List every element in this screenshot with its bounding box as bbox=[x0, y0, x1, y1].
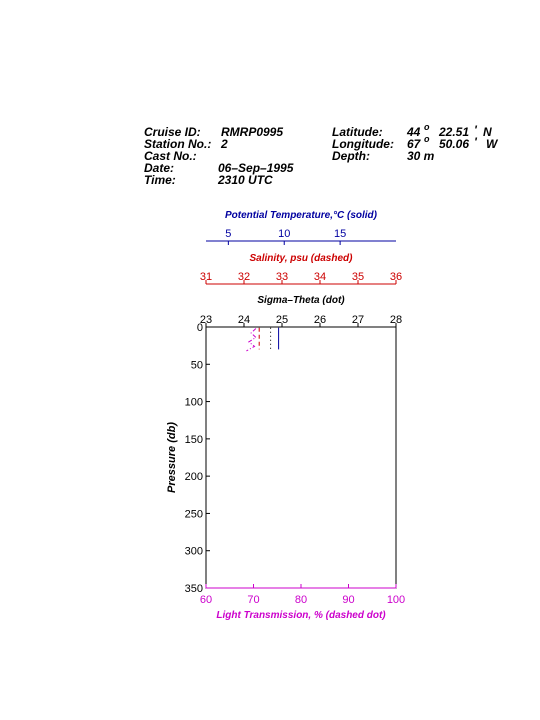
latitude-label: Latitude: bbox=[332, 125, 383, 139]
sigma_theta-tick-label: 23 bbox=[199, 314, 213, 326]
salinity-tick-label: 35 bbox=[351, 271, 365, 283]
temperature-tick-label: 10 bbox=[278, 228, 291, 240]
sigma_theta-tick-label: 26 bbox=[313, 314, 327, 326]
light-transmission-tick-label: 100 bbox=[386, 594, 406, 606]
longitude-label: Longitude: bbox=[332, 137, 394, 151]
light_transmission-profile-line bbox=[246, 329, 256, 351]
temperature-tick-label: 5 bbox=[225, 228, 232, 240]
latitude-degrees: 44 bbox=[407, 125, 421, 139]
depth-label: Depth: bbox=[332, 149, 370, 163]
latitude-minutes: 22.51 bbox=[439, 125, 470, 139]
salinity-tick-label: 34 bbox=[313, 271, 327, 283]
pressure-tick-label: 350 bbox=[184, 583, 203, 595]
pressure-tick-label: 150 bbox=[184, 433, 203, 446]
light-transmission-tick-label: 80 bbox=[294, 594, 308, 606]
time-label: Time: bbox=[144, 173, 176, 187]
cast-label: Cast No.: bbox=[144, 149, 197, 163]
latitude-hemisphere: N bbox=[483, 125, 492, 139]
station-label: Station No.: bbox=[144, 137, 212, 151]
salinity-tick-label: 32 bbox=[237, 271, 251, 283]
sigma_theta-tick-label: 24 bbox=[237, 314, 251, 326]
station-value: 2 bbox=[221, 137, 228, 151]
cruise-id-value: RMRP0995 bbox=[221, 125, 284, 139]
cruise-id-label: Cruise ID: bbox=[144, 125, 201, 139]
longitude-degrees: 67 bbox=[407, 137, 421, 151]
date-value: 06–Sep–1995 bbox=[218, 161, 294, 175]
salinity-tick-label: 31 bbox=[199, 271, 213, 283]
salinity-axis-title: Salinity, psu (dashed) bbox=[249, 253, 353, 264]
temperature-tick-label: 15 bbox=[333, 228, 347, 240]
latitude-degree-symbol: o bbox=[424, 122, 430, 132]
temperature-axis-title: Potential Temperature,°C (solid) bbox=[225, 210, 377, 221]
sigma_theta-axis-title: Sigma–Theta (dot) bbox=[257, 295, 345, 306]
pressure-tick-label: 300 bbox=[184, 545, 203, 558]
pressure-tick-label: 100 bbox=[184, 396, 203, 409]
longitude-hemisphere: W bbox=[486, 137, 498, 151]
sigma_theta-tick-label: 25 bbox=[275, 314, 289, 326]
sigma_theta-tick-label: 28 bbox=[389, 314, 403, 326]
longitude-minute-symbol: ' bbox=[474, 135, 477, 149]
light-transmission-axis-title: Light Transmission, % (dashed dot) bbox=[216, 610, 386, 621]
depth-value: 30 m bbox=[407, 149, 435, 163]
date-label: Date: bbox=[144, 161, 175, 175]
time-value: 2310 UTC bbox=[218, 173, 273, 187]
sigma_theta-tick-label: 27 bbox=[351, 314, 365, 326]
pressure-tick-label: 0 bbox=[196, 322, 203, 334]
light-transmission-tick-label: 70 bbox=[247, 594, 260, 606]
longitude-minutes: 50.06 bbox=[439, 137, 470, 151]
pressure-axis-title: Pressure (db) bbox=[166, 422, 178, 493]
salinity-tick-label: 33 bbox=[275, 271, 289, 283]
plot-frame bbox=[206, 327, 396, 588]
longitude-degree-symbol: o bbox=[424, 134, 430, 144]
light-transmission-tick-label: 60 bbox=[199, 594, 213, 606]
salinity-tick-label: 36 bbox=[389, 271, 403, 283]
pressure-tick-label: 200 bbox=[184, 471, 203, 484]
pressure-tick-label: 50 bbox=[190, 359, 203, 372]
pressure-tick-label: 250 bbox=[184, 508, 203, 521]
latitude-minute-symbol: ' bbox=[474, 123, 477, 137]
light-transmission-tick-label: 90 bbox=[342, 594, 355, 606]
